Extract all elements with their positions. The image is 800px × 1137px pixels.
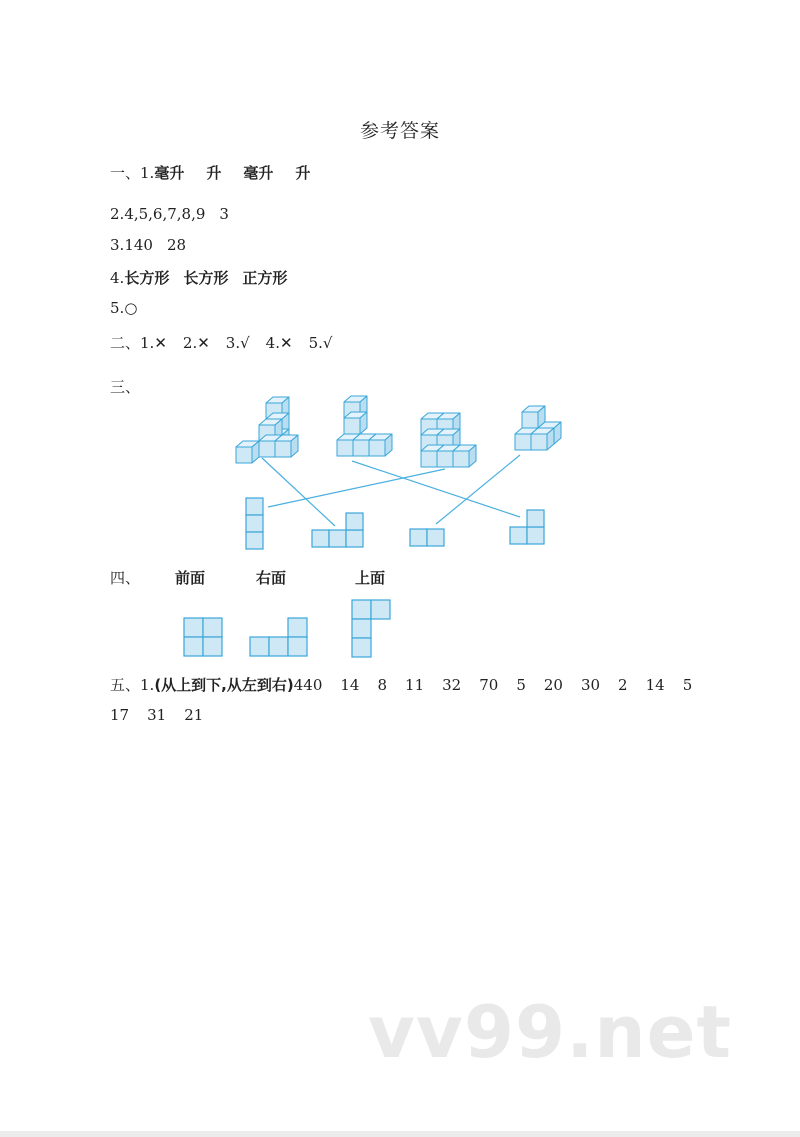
section3-marker: 三、 — [110, 378, 141, 396]
match-line-1 — [262, 458, 335, 526]
solid-1 — [236, 397, 298, 463]
view-b — [312, 513, 363, 547]
s2-item-4: 4.✕ — [265, 334, 293, 352]
answer-number: 20 — [543, 676, 563, 694]
section2-marker: 二、 — [110, 334, 141, 352]
page-title: 参考答案 — [359, 120, 440, 142]
answer-number: 8 — [377, 676, 388, 694]
q3-answer-b: 28 — [166, 236, 187, 254]
answer-number: 32 — [442, 676, 462, 694]
section5-marker: 五、 — [110, 676, 141, 694]
s5-note: (从上到下,从左到右) — [154, 676, 294, 694]
answer-number: 5 — [516, 676, 526, 694]
q4-answer-3: 正方形 — [242, 269, 288, 287]
match-line-3 — [352, 461, 520, 517]
q2-answer-b: 3 — [219, 205, 229, 223]
answer-number: 440 — [293, 676, 323, 694]
q1-answer-2: 升 — [206, 164, 222, 182]
q4-num: 4. — [110, 269, 125, 287]
q1-answer-1: 毫升 — [154, 164, 185, 182]
q2-num: 2. — [110, 205, 125, 223]
view-label-top: 上面 — [355, 569, 386, 587]
view-label-right: 右面 — [256, 569, 287, 587]
answer-number: 17 — [110, 706, 130, 724]
right-view — [250, 618, 307, 656]
answer-number: 2 — [618, 676, 628, 694]
view-c — [410, 529, 444, 546]
q1-answer-4: 升 — [295, 164, 311, 182]
s5-num: 1. — [140, 676, 155, 694]
answer-number: 11 — [405, 676, 425, 694]
q4-answer-1: 长方形 — [124, 269, 170, 287]
s2-item-2: 2.✕ — [182, 334, 210, 352]
s2-item-3: 3.√ — [225, 334, 250, 352]
top-view — [352, 600, 390, 657]
answer-number: 30 — [580, 676, 601, 694]
s2-item-1: 1.✕ — [140, 334, 167, 352]
section1-marker: 一、 — [110, 164, 141, 182]
front-view — [184, 618, 222, 656]
q1-answer-3: 毫升 — [243, 164, 274, 182]
answer-number: 14 — [340, 676, 360, 694]
answer-number: 21 — [184, 706, 204, 724]
q3-answer-a: 140 — [124, 236, 153, 254]
solid-3 — [421, 413, 476, 467]
answer-number: 70 — [479, 676, 499, 694]
q3-num: 3. — [110, 236, 125, 254]
answer-number: 31 — [147, 706, 167, 724]
solid-2 — [337, 396, 392, 456]
bottom-border — [0, 1131, 800, 1137]
solid-4 — [515, 406, 561, 450]
q5-num: 5. — [110, 299, 125, 317]
answer-number: 14 — [645, 676, 665, 694]
view-a — [246, 498, 263, 549]
q4-answer-2: 长方形 — [183, 269, 229, 287]
q5-answer: ○ — [124, 299, 138, 317]
answer-number: 5 — [682, 676, 693, 694]
view-label-front: 前面 — [175, 569, 206, 587]
watermark: vv99.net — [368, 990, 732, 1074]
s2-item-5: 5.√ — [308, 334, 333, 352]
q2-answer-a: 4,5,6,7,8,9 — [124, 205, 206, 223]
section4-marker: 四、 — [110, 569, 141, 587]
q1-num: 1. — [140, 164, 155, 182]
